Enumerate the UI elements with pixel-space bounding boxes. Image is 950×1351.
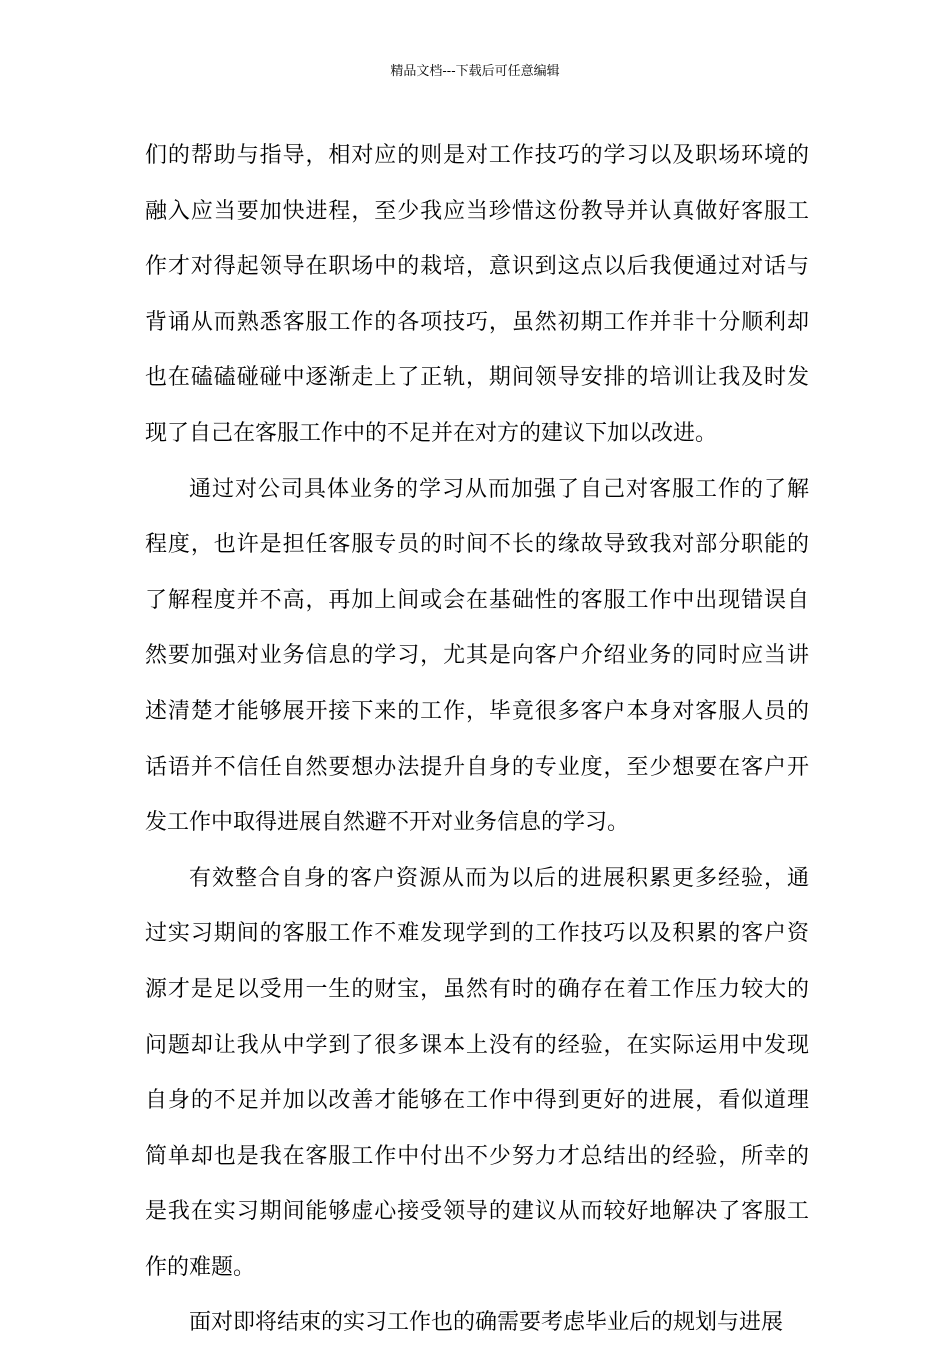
paragraph-4 (145, 1295, 809, 1351)
text-line: 作才对得起领导在职场中的栽培，意识到这点以后我便通过对话与 (145, 254, 809, 280)
document-body (145, 128, 809, 1351)
text-line: 通过对公司具体业务的学习从而加强了自己对客服工作的了解 (189, 476, 809, 502)
paragraph-1 (145, 128, 809, 462)
text-line: 有效整合自身的客户资源从而为以后的进展积累更多经验，通 (189, 865, 809, 891)
text-line: 话语并不信任自然要想办法提升自身的专业度，至少想要在客户开 (145, 754, 809, 780)
text-line: 然要加强对业务信息的学习，尤其是向客户介绍业务的同时应当讲 (145, 643, 809, 669)
paragraph-2 (145, 462, 809, 851)
text-line: 问题却让我从中学到了很多课本上没有的经验，在实际运用中发现 (145, 1032, 809, 1058)
text-line: 过实习期间的客服工作不难发现学到的工作技巧以及积累的客户资 (145, 921, 809, 947)
text-line: 们的帮助与指导，相对应的则是对工作技巧的学习以及职场环境的 (145, 143, 809, 168)
text-line: 自身的不足并加以改善才能够在工作中得到更好的进展，看似道理 (145, 1088, 809, 1114)
text-line: 发工作中取得进展自然避不开对业务信息的学习。 (145, 810, 630, 836)
text-line: 也在磕磕碰碰中逐渐走上了正轨，期间领导安排的培训让我及时发 (145, 365, 809, 391)
text-line: 融入应当要加快进程，至少我应当珍惜这份教导并认真做好客服工 (145, 198, 809, 224)
text-line: 述清楚才能够展开接下来的工作，毕竟很多客户本身对客服人员的 (145, 698, 809, 724)
page-header: 精品文档---下载后可任意编辑 (390, 64, 560, 79)
text-line: 程度，也许是担任客服专员的时间不长的缘故导致我对部分职能的 (145, 532, 809, 558)
text-line: 简单却也是我在客服工作中付出不少努力才总结出的经验，所幸的 (145, 1143, 809, 1169)
text-line: 是我在实习期间能够虚心接受领导的建议从而较好地解决了客服工 (145, 1199, 809, 1225)
text-line: 作的难题。 (145, 1254, 256, 1280)
text-line: 现了自己在客服工作中的不足并在对方的建议下加以改进。 (145, 420, 718, 446)
text-line: 面对即将结束的实习工作也的确需要考虑毕业后的规划与进展 (189, 1310, 784, 1336)
text-line: 源才是足以受用一生的财宝，虽然有时的确存在着工作压力较大的 (145, 976, 809, 1002)
paragraph-3 (145, 851, 809, 1296)
text-line: 了解程度并不高，再加上间或会在基础性的客服工作中出现错误自 (145, 587, 809, 613)
text-line: 背诵从而熟悉客服工作的各项技巧，虽然初期工作并非十分顺利却 (145, 309, 809, 335)
